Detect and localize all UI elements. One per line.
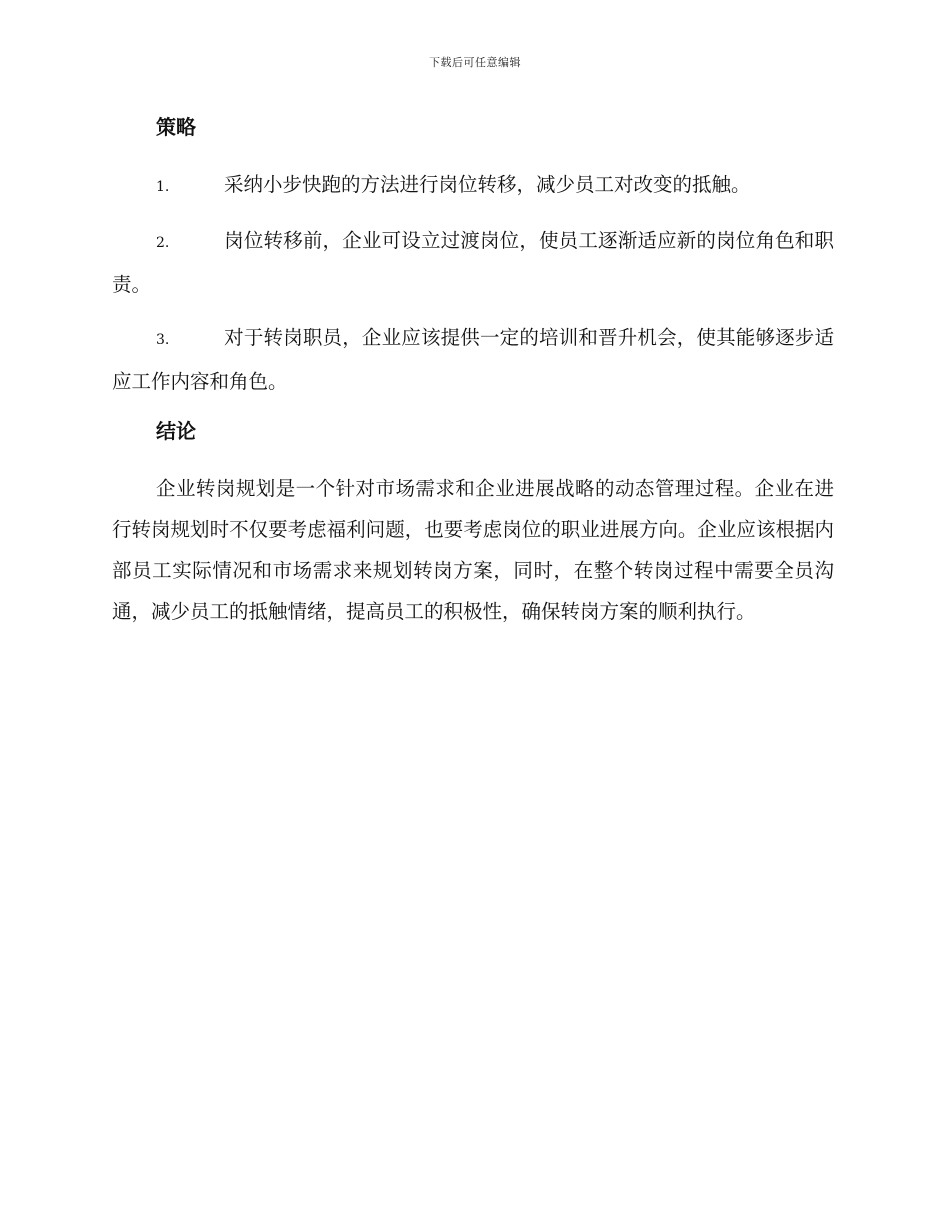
section-heading-conclusion: 结论 [156,419,196,443]
section-heading-strategy: 策略 [156,115,196,139]
list-item-text: 对于转岗职员，企业应该提供一定的培训和晋升机会，使其能够逐步适应工作内容和角色。 [112,326,834,393]
list-item-number: 2. [156,235,170,251]
document-content [112,110,834,632]
list-item [112,317,834,402]
page-header: 下载后可任意编辑 [429,56,521,69]
list-item-number: 3. [156,332,170,348]
list-item [112,164,834,208]
list-item-text: 岗位转移前，企业可设立过渡岗位，使员工逐渐适应新的岗位角色和职责。 [112,229,834,296]
list-item [112,220,834,305]
list-item-number: 1. [156,179,170,195]
list-item-text: 采纳小步快跑的方法进行岗位转移，减少员工对改变的抵触。 [224,173,751,196]
conclusion-paragraph: 企业转岗规划是一个针对市场需求和企业进展战略的动态管理过程。企业在进行转岗规划时不仅要考虑福利问题，也要考虑岗位的职业进展方向。企业应该根据内部员工实际情况和市场需求来规划转岗方案，同时，在整个转岗过程中需要全员沟通，减少员工的抵触情绪，提高员工的积极性，确保转岗方案的顺利执行。 [112,477,834,623]
